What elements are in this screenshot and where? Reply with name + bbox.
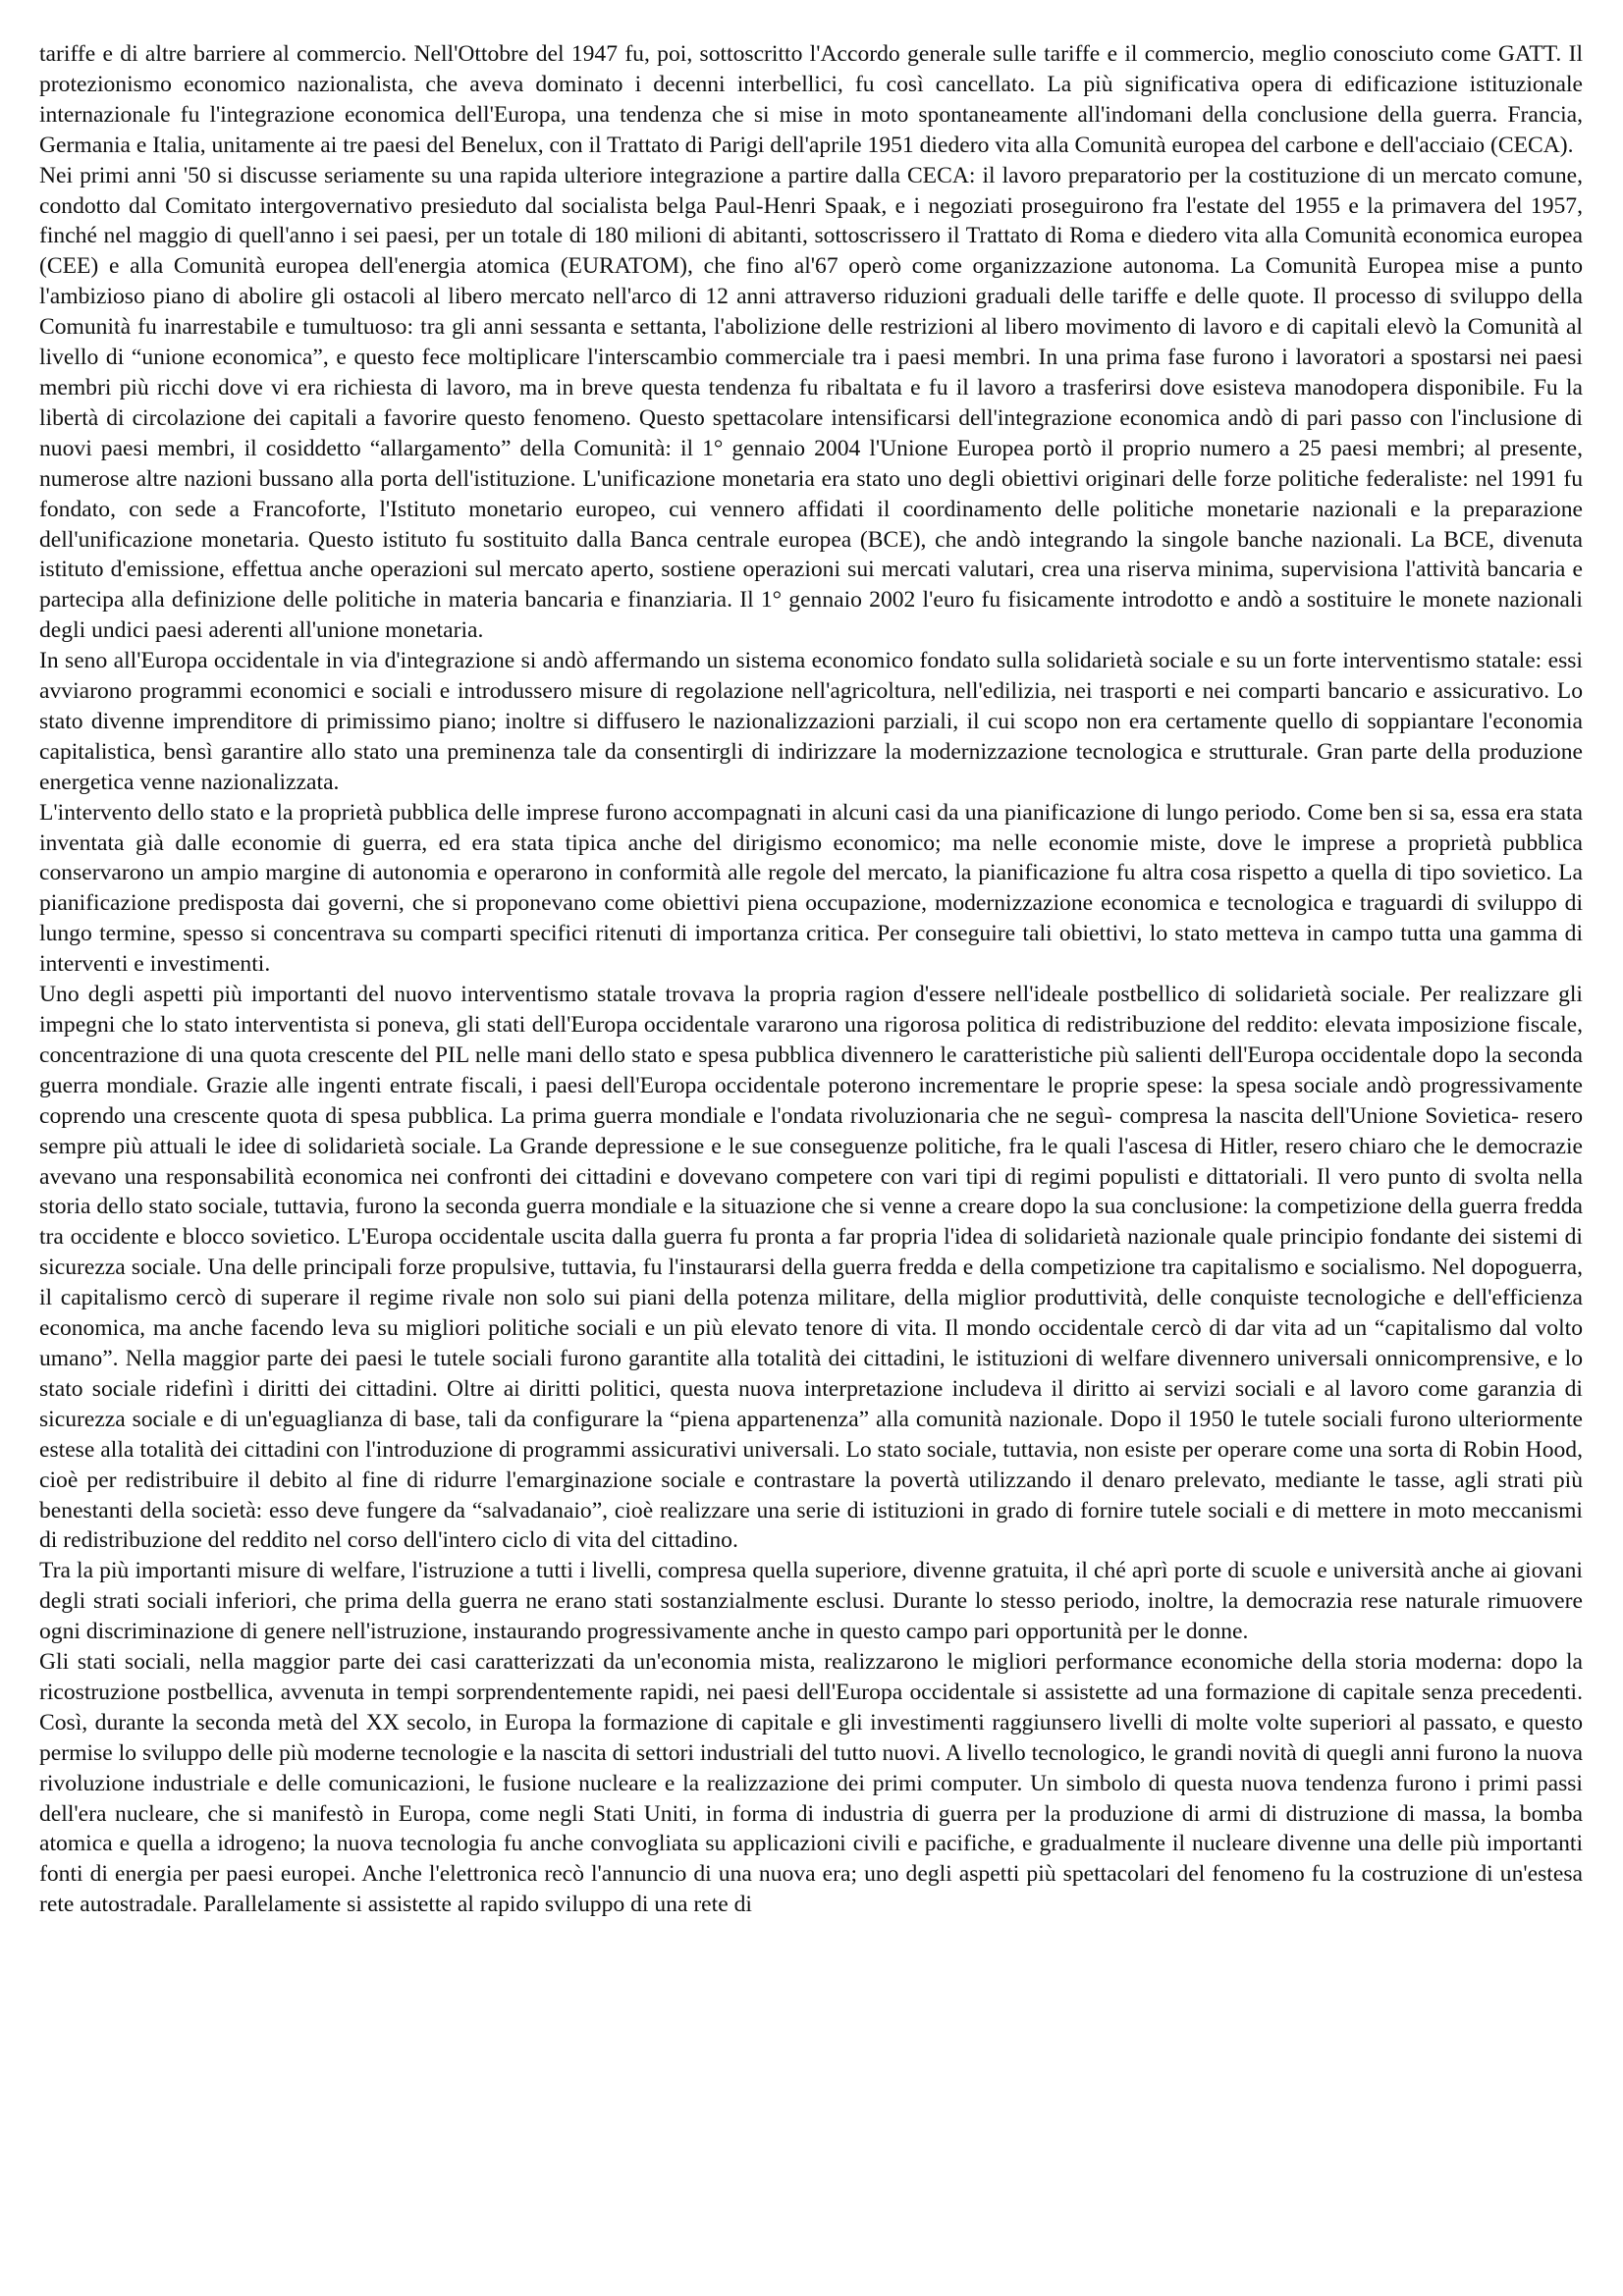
paragraph-gatt-ceca: tariffe e di altre barriere al commercio. Nell'Ottobre del 1947 fu, poi, sottoscritto l'Accordo generale sulle tariffe e il commercio, meglio conosciuto come GATT. Il protezionismo economico nazionalista, che aveva dominato i decenni interbellici, fu così cancellato. La più significativa opera di edificazione istituzionale internazionale fu l'integrazione economica dell'Europa, una tendenza che si mise in moto spontaneamente all'indomani della conclusione della guerra. Francia, Germania e Italia, unitamente ai tre paesi del Benelux, con il Trattato di Parigi dell'aprile 1951 diedero vita alla Comunità europea del carbone e dell'acciaio (CECA). [39, 41, 1583, 158]
paragraph-solidarieta-sociale: Uno degli aspetti più importanti del nuovo interventismo statale trovava la propria ragion d'essere nell'ideale postbellico di solidarietà sociale. Per realizzare gli impegni che lo stato interventista si poneva, gli stati dell'Europa occidentale vararono una rigorosa politica di redistribuzione del reddito: elevata imposizione fiscale, concentrazione di una quota crescente del PIL nelle mani dello stato e spesa pubblica divennero le caratteristiche più salienti dell'Europa occidentale dopo la seconda guerra mondiale. Grazie alle ingenti entrate fiscali, i paesi dell'Europa occidentale poterono incrementare le proprie spese: la spesa sociale andò progressivamente coprendo una crescente quota di spesa pubblica. La prima guerra mondiale e l'ondata rivoluzionaria che ne seguì- compresa la nascita dell'Unione Sovietica- resero sempre più attuali le idee di solidarietà sociale. La Grande depressione e le sue conseguenze politiche, fra le quali l'ascesa di Hitler, resero chiaro che le democrazie avevano una responsabilità economica nei confronti dei cittadini e dovevano competere con vari tipi di regimi populisti e dittatoriali. Il vero punto di svolta nella storia dello stato sociale, tuttavia, furono la seconda guerra mondiale e la situazione che si venne a creare dopo la sua conclusione: la competizione della guerra fredda tra occidente e blocco sovietico. L'Europa occidentale uscita dalla guerra fu pronta a far propria l'idea di solidarietà nazionale quale principio fondante dei sistemi di sicurezza sociale. Una delle principali forze propulsive, tuttavia, fu l'instaurarsi della guerra fredda e della competizione tra capitalismo e socialismo. Nel dopoguerra, il capitalismo cercò di superare il regime rivale non solo sui piani della potenza militare, della miglior produttività, delle conquiste tecnologiche e dell'efficienza economica, ma anche facendo leva su migliori politiche sociali e un più elevato tenore di vita. Il mondo occidentale cercò di dar vita ad un “capitalismo dal volto umano”. Nella maggior parte dei paesi le tutele sociali furono garantite alla totalità dei cittadini, le istituzioni di welfare divennero universali onnicomprensive, e lo stato sociale ridefinì i diritti dei cittadini. Oltre ai diritti politici, questa nuova interpretazione includeva il diritto ai servizi sociali e al lavoro come garanzia di sicurezza sociale e di un'eguaglianza di base, tali da configurare la “piena appartenenza” alla comunità nazionale. Dopo il 1950 le tutele sociali furono ulteriormente estese alla totalità dei cittadini con l'introduzione di programmi assicurativi universali. Lo stato sociale, tuttavia, non esiste per operare come una sorta di Robin Hood, cioè per redistribuire il debito al fine di ridurre l'emarginazione sociale e contrastare la povertà utilizzando il denaro prelevato, mediante le tasse, agli strati più benestanti della società: esso deve fungere da “salvadanaio”, cioè realizzare una serie di istituzioni in grado di fornire tutele sociali e di mettere in moto meccanismi di redistribuzione del reddito nel corso dell'intero ciclo di vita del cittadino. [39, 982, 1583, 1554]
document-page [39, 39, 1583, 1920]
paragraph-interventismo-statale: In seno all'Europa occidentale in via d'integrazione si andò affermando un sistema economico fondato sulla solidarietà sociale e su un forte interventismo statale: essi avviarono programmi economici e sociali e introdussero misure di regolazione nell'agricoltura, nell'edilizia, nei trasporti e nei comparti bancario e assicurativo. Lo stato divenne imprenditore di primissimo piano; inoltre si diffusero le nazionalizzazioni parziali, il cui scopo non era certamente quello di soppiantare l'economia capitalistica, bensì garantire allo stato una preminenza tale da consentirgli di indirizzare la modernizzazione tecnologica e strutturale. Gran parte della produzione energetica venne nazionalizzata. [39, 648, 1583, 795]
paragraph-pianificazione: L'intervento dello stato e la proprietà pubblica delle imprese furono accompagnati in alcuni casi da una pianificazione di lungo periodo. Come ben si sa, essa era stata inventata già dalle economie di guerra, ed era stata tipica anche del dirigismo economico; ma nelle economie miste, dove le imprese a proprietà pubblica conservarono un ampio margine di autonomia e operarono in conformità alle regole del mercato, la pianificazione fu altra cosa rispetto a quella di tipo sovietico. La pianificazione predisposta dai governi, che si proponevano come obiettivi piena occupazione, modernizzazione economica e tecnologica e traguardi di sviluppo di lungo termine, spesso si concentrava su comparti specifici ritenuti di importanza critica. Per conseguire tali obiettivi, lo stato metteva in campo tutta una gamma di interventi e investimenti. [39, 799, 1583, 978]
paragraph-istruzione: Tra la più importanti misure di welfare, l'istruzione a tutti i livelli, compresa quella superiore, divenne gratuita, il ché aprì porte di scuole e università anche ai giovani degli strati sociali inferiori, che prima della guerra ne erano stati sostanzialmente esclusi. Durante lo stesso periodo, inoltre, la democrazia rese naturale rimuovere ogni discriminazione di genere nell'istruzione, instaurando progressivamente anche in questo campo pari opportunità per le donne. [39, 1558, 1583, 1645]
paragraph-stati-sociali: Gli stati sociali, nella maggior parte dei casi caratterizzati da un'economia mista, realizzarono le migliori performance economiche della storia moderna: dopo la ricostruzione postbellica, avvenuta in tempi sorprendentemente rapidi, nei paesi dell'Europa occidentale si assistette ad una formazione di capitale senza precedenti. Così, durante la seconda metà del XX secolo, in Europa la formazione di capitale e gli investimenti raggiunsero livelli di molte volte superiori al passato, e questo permise lo sviluppo delle più moderne tecnologie e la nascita di settori industriali del tutto nuovi. A livello tecnologico, le grandi novità di quegli anni furono la nuova rivoluzione industriale e delle comunicazioni, le fusione nucleare e la realizzazione dei primi computer. Un simbolo di questa nuova tendenza furono i primi passi dell'era nucleare, che si manifestò in Europa, come negli Stati Uniti, in forma di industria di guerra per la produzione di armi di distruzione di massa, la bomba atomica e quella a idrogeno; la nuova tecnologia fu anche convogliata su applicazioni civili e pacifiche, e gradualmente il nucleare divenne una delle più importanti fonti di energia per paesi europei. Anche l'elettronica recò l'annuncio di una nuova era; uno degli aspetti più spettacolari del fenomeno fu la costruzione di un'estesa rete autostradale. Parallelamente si assistette al rapido sviluppo di una rete di [39, 1649, 1583, 1918]
paragraph-cee-euratom: Nei primi anni '50 si discusse seriamente su una rapida ulteriore integrazione a partire dalla CECA: il lavoro preparatorio per la costituzione di un mercato comune, condotto dal Comitato intergovernativo presieduto dal socialista belga Paul-Henri Spaak, e i negoziati proseguirono fra l'estate del 1955 e la primavera del 1957, finché nel maggio di quell'anno i sei paesi, per un totale di 180 milioni di abitanti, sottoscrissero il Trattato di Roma e diedero vita alla Comunità economica europea (CEE) e alla Comunità europea dell'energia atomica (EURATOM), che fino al'67 operò come organizzazione autonoma. La Comunità Europea mise a punto l'ambizioso piano di abolire gli ostacoli al libero mercato nell'arco di 12 anni attraverso riduzioni graduali delle tariffe e delle quote. Il processo di sviluppo della Comunità fu inarrestabile e tumultuoso: tra gli anni sessanta e settanta, l'abolizione delle restrizioni al libero movimento di lavoro e di capitali elevò la Comunità al livello di “unione economica”, e questo fece moltiplicare l'interscambio commerciale tra i paesi membri. In una prima fase furono i lavoratori a spostarsi nei paesi membri più ricchi dove vi era richiesta di lavoro, ma in breve questa tendenza fu ribaltata e fu il lavoro a trasferirsi dove esisteva manodopera disponibile. Fu la libertà di circolazione dei capitali a favorire questo fenomeno. Questo spettacolare intensificarsi dell'integrazione economica andò di pari passo con l'inclusione di nuovi paesi membri, il cosiddetto “allargamento” della Comunità: il 1° gennaio 2004 l'Unione Europea portò il proprio numero a 25 paesi membri; al presente, numerose altre nazioni bussano alla porta dell'istituzione. L'unificazione monetaria era stato uno degli obiettivi originari delle forze politiche federaliste: nel 1991 fu fondato, con sede a Francoforte, l'Istituto monetario europeo, cui vennero affidati il coordinamento delle politiche monetarie nazionali e la preparazione dell'unificazione monetaria. Questo istituto fu sostituito dalla Banca centrale europea (BCE), che andò integrando la singole banche nazionali. La BCE, divenuta istituto d'emissione, effettua anche operazioni sul mercato aperto, sostiene operazioni sui mercati valutari, crea una riserva minima, supervisiona l'attività bancaria e partecipa alla definizione delle politiche in materia bancaria e finanziaria. Il 1° gennaio 2002 l'euro fu fisicamente introdotto e andò a sostituire le monete nazionali degli undici paesi aderenti all'unione monetaria. [39, 162, 1583, 644]
